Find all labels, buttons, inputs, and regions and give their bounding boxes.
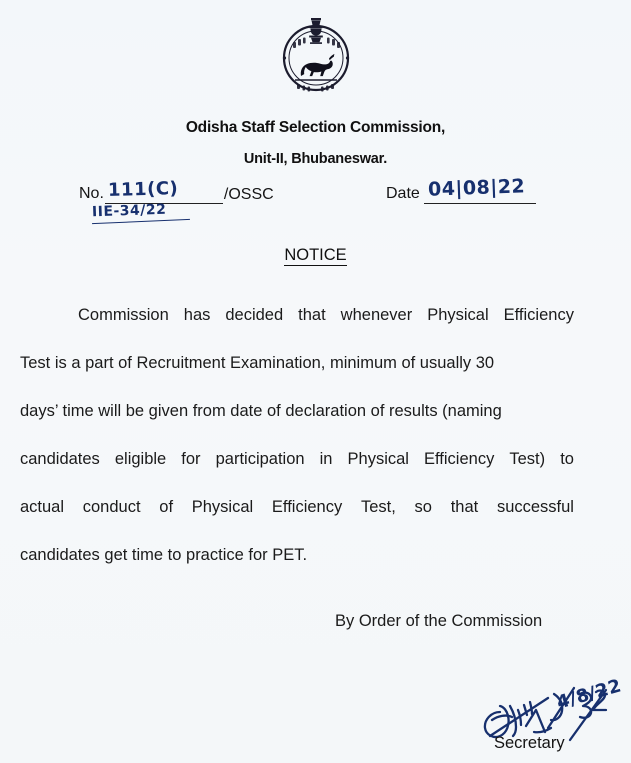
organization-unit: Unit-II, Bhubaneswar. (243, 151, 388, 167)
no-label: No. (79, 185, 104, 202)
body-word: Efficiency (271, 498, 343, 516)
body-line-6: candidates get time to practice for PET. (20, 546, 308, 564)
no-value-field[interactable] (105, 178, 223, 204)
body-word: conduct (82, 498, 141, 516)
body-word: to (560, 450, 574, 468)
body-word: in (319, 450, 333, 468)
no-handwritten-value: 111(C) (107, 178, 179, 201)
reference-number-block (79, 178, 274, 204)
body-line-4 (20, 446, 574, 494)
body-word: Physical (347, 450, 409, 468)
closing-line: By Order of the Commission (335, 612, 543, 630)
date-value-field[interactable] (424, 175, 536, 204)
body-word: whenever (340, 306, 413, 324)
body-word: eligible (114, 450, 167, 468)
body-word: so (414, 498, 432, 516)
date-label: Date (386, 185, 420, 202)
odisha-government-seal-icon (273, 12, 359, 98)
body-word: that (298, 306, 326, 324)
body-word: Commission (78, 306, 169, 324)
body-line-2: Test is a part of Recruitment Examination, minimum of usually 30 (20, 354, 495, 372)
body-word: Physical (427, 306, 489, 324)
notice-title-text: NOTICE (284, 246, 347, 264)
no-suffix-label: /OSSC (223, 186, 274, 203)
body-word: actual (20, 498, 65, 516)
body-word: Test) (509, 450, 546, 468)
page-title (0, 246, 631, 265)
body-word: decided (225, 306, 284, 324)
body-word: Test, (360, 498, 396, 516)
body-word: that (450, 498, 479, 516)
body-word: of (159, 498, 174, 516)
date-block (386, 175, 536, 204)
body-word: Efficiency (503, 306, 574, 324)
notice-body (20, 302, 574, 590)
body-line-1 (20, 302, 574, 350)
body-word: Efficiency (424, 450, 495, 468)
signature-designation: Secretary (494, 734, 565, 752)
emblem-container (0, 12, 631, 103)
body-word: has (183, 306, 211, 324)
body-word: for (181, 450, 201, 468)
body-line-3: days’ time will be given from date of declaration of results (naming (20, 402, 502, 420)
body-line-5 (20, 494, 574, 542)
date-handwritten-value: 04|08|22 (427, 175, 526, 201)
body-word: Physical (191, 498, 254, 516)
signature-date: 4/8/22 (554, 675, 624, 714)
signature-area (470, 675, 624, 763)
organization-name: Odisha Staff Selection Commission, (185, 119, 446, 136)
body-word: participation (215, 450, 305, 468)
body-word: candidates (20, 450, 100, 468)
no-sub-reference: IIE-34/22 (91, 201, 167, 221)
body-word: successful (496, 498, 574, 516)
